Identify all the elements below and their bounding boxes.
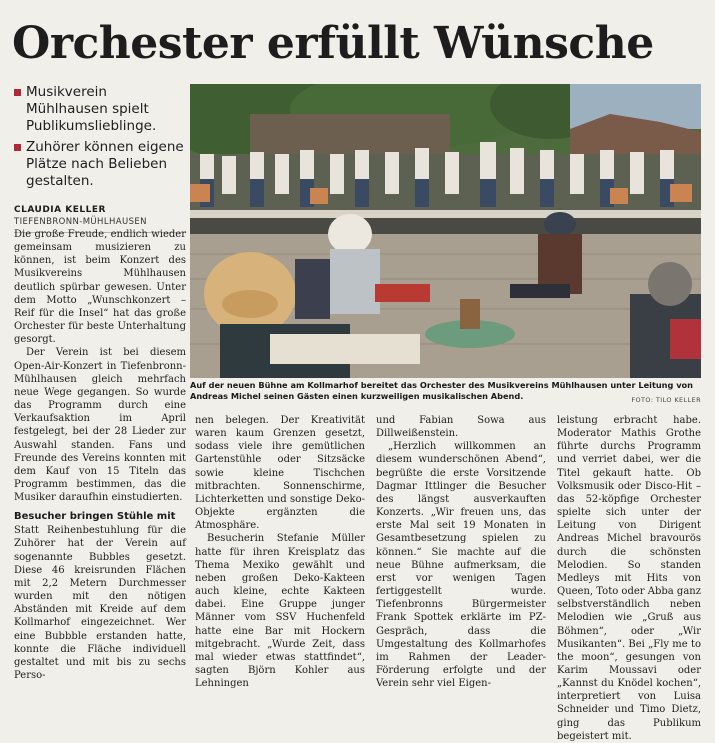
photo-credit: FOTO: TILO KELLER [631,396,701,404]
paragraph: Besucherin Stefanie Müller hatte für ihren Kreisplatz das Thema Mexiko gewählt und neben großen Deko-Kakteen auch kleine, echte Kakteen dabei. Eine Gruppe junger Männer vom SSV Huchenfeld hatte eine Bar mit Hockern mitgebracht. „Wurde Zeit, dass mal wieder etwas stattfindet“, sagten Björn Kohler aus Lehningen [195,533,365,690]
article-column-1 [14,228,186,682]
concert-photo-illustration [190,84,701,378]
paragraph: „Herzlich willkommen an diesem wunderschönen Abend“, begrüßte die erste Vorsitzende Dagmar Ittlinger die Besucher des längst ausverkauften Konzerts. „Wir freuen uns, das erste Mal seit 19 Monaten in Gesamtbesetzung spielen zu können.“ Sie machte auf die neue Bühne aufmerksam, die erst vor wenigen Tagen fertiggestellt wurde. Tiefenbronns Bürgermeister Frank Spottek erklärte im PZ-Gespräch, dass die Umgestaltung des Kollmarhofes im Rahmen der Leader-Förderung erfolgte und der Verein sehr viel Eigen- [376,441,546,690]
subheading: Besucher bringen Stühle mit [14,511,176,523]
teaser-text: Musikverein Mühlhausen spielt Publikumslieblinge. [26,84,157,134]
paragraph: und Fabian Sowa aus Dillweißenstein. [376,415,546,440]
paragraph: Die große Freude, endlich wieder gemeinsam musizieren zu können, ist beim Konzert des Musikvereins Mühlhausen deutlich spürbar gewesen. Unter dem Motto „Wunschkonzert – Reif für die Insel“ hat das große Orchester für beste Unterhaltung gesorgt. [14,229,186,346]
author-name: CLAUDIA KELLER [14,205,106,215]
paragraph: nen belegen. Der Kreativität waren kaum Grenzen gesetzt, sodass viele ihre gemütlichen Gartenstühle oder Sitzsäcke sowie kleine Tischchen mitbrachten. Sonnenschirme, Lichterketten und sonstige Deko-Objekte ergänzten die Atmosphäre. [195,415,365,532]
author-location: TIEFENBRONN-MÜHLHAUSEN [14,216,186,233]
article-column-3 [376,414,546,690]
paragraph: leistung erbracht habe. Moderator Mathis Grothe führte durchs Programm und verriet dabei, wer die Titel gekauft hatte. Ob Volksmusik oder Disco-Hit – das 52-köpfige Orchester spielte sich unter der Leitung von Dirigent Andreas Michel bravourös durch die schönsten Melodien. So standen Medleys mit Hits von Queen, Toto oder Abba ganz selbstverständlich neben Melodien wie „Gruß aus Böhmen“, oder „Wir Musikanten“. Bei „Fly me to the moon“, gesungen von Karim Moussavi oder „Kannst du Knödel kochen“, interpretiert von Luisa Schneider und Timo Dietz, ging das Publikum begeistert mit. [557,415,701,742]
article-column-2 [195,414,365,690]
teaser-text: Zuhörer können eigene Plätze nach Belieben gestalten. [26,139,184,189]
teaser-column [14,84,186,233]
headline: Orchester erfüllt Wünsche [12,18,654,69]
teaser-item [14,84,186,135]
paragraph: Der Verein ist bei diesem Open-Air-Konzert in Tiefenbronn-Mühlhausen gleich mehrfach neue Wege gegangen. So wurde das Programm durch eine Verkaufsaktion im April festgelegt, bei der 28 Lieder zur Auswahl standen. Fans und Freunde des Vereins konnten mit dem Kauf von 15 Titeln das Programm bestimmen, das die Musiker daraufhin einstudierten. [14,347,186,504]
paragraph: Statt Reihenbestuhlung für die Zuhörer hat der Verein auf sogenannte Bubbles gesetzt. Diese 46 kreisrunden Flächen mit 2,2 Metern Durchmesser wurden mit den nötigen Abständen mit Kreide auf dem Kollmarhof eingezeichnet. Wer eine Bubbble erstanden hatte, konnte die Fläche individuell gestaltet und mit bis zu sechs Perso- [14,525,186,681]
photo-caption: Auf der neuen Bühne am Kollmarhof bereitet das Orchester des Musikvereins Mühlhausen unter Leitung von Andreas Michel seinen Gästen einen kurzweiligen musikalischen Abend. [190,380,694,401]
concert-photo [190,84,701,378]
teaser-item [14,139,186,190]
square-bullet-icon [14,144,21,151]
square-bullet-icon [14,89,21,96]
article-column-4 [557,414,701,743]
